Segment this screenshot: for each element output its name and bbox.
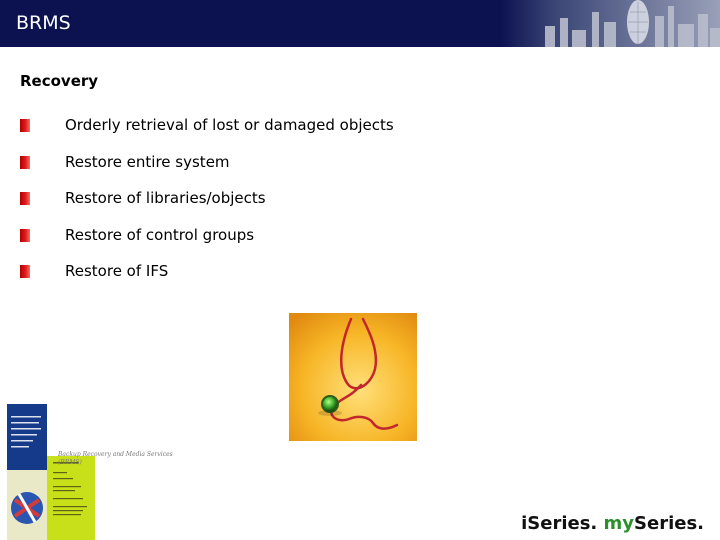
red-square-bullet-icon xyxy=(20,119,30,132)
city-skyline-image xyxy=(500,0,720,47)
bullet-text: Restore of control groups xyxy=(65,225,255,244)
section-title: Recovery xyxy=(20,72,99,90)
header-title: BRMS xyxy=(16,12,71,34)
red-square-bullet-icon xyxy=(20,265,30,278)
book-caption: Backup Recovery and Media Services (BRMS) xyxy=(58,451,173,466)
red-square-bullet-icon xyxy=(20,156,30,169)
title-bar xyxy=(0,0,720,47)
brand-series: Series. xyxy=(527,513,604,534)
bullet-text: Restore of IFS xyxy=(65,262,169,280)
book-cover-image xyxy=(7,404,95,540)
brand-series: Series. xyxy=(634,513,704,534)
red-square-bullet-icon xyxy=(20,229,30,242)
brand-i: i xyxy=(521,513,528,534)
stethoscope-image xyxy=(289,313,417,441)
bullet-text: Restore of libraries/objects xyxy=(65,189,266,207)
bullet-text: Orderly retrieval of lost or damaged objects xyxy=(65,116,394,134)
brand-logo xyxy=(521,513,704,534)
brand-my: my xyxy=(603,513,635,534)
bullet-text: Restore entire system xyxy=(65,152,230,171)
red-square-bullet-icon xyxy=(20,192,30,205)
